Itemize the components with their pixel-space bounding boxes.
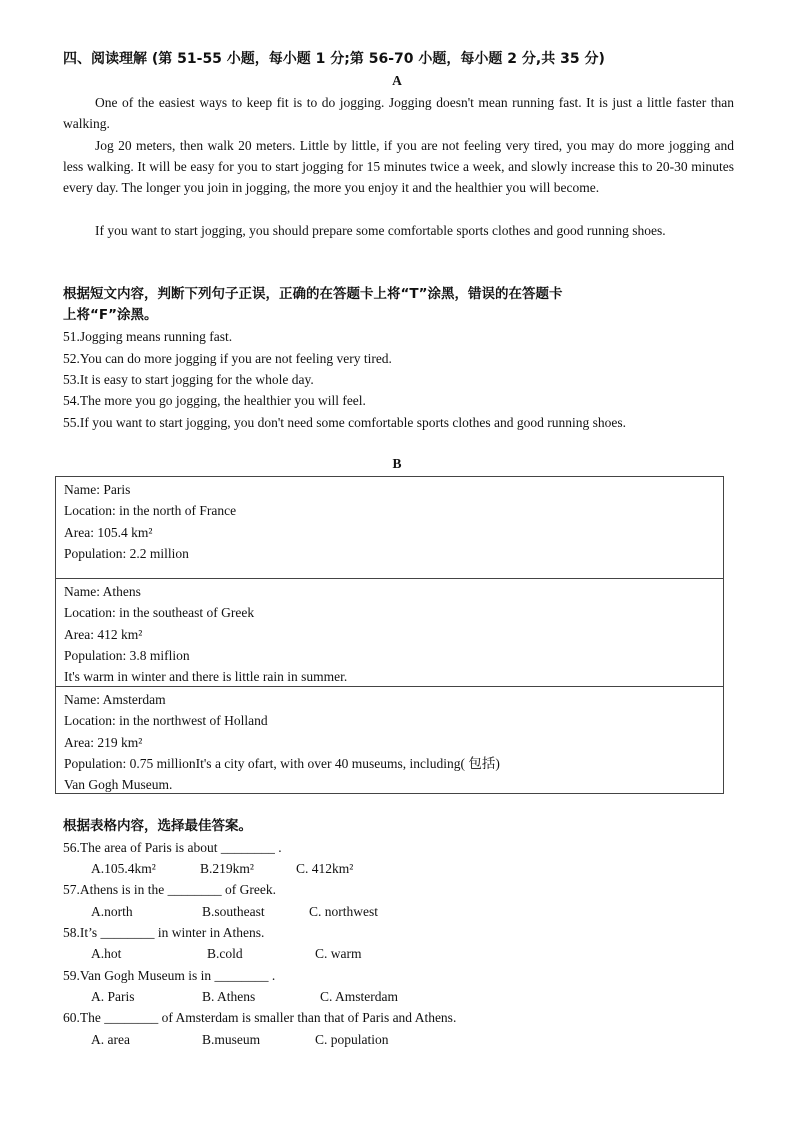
question-59-option-b: B. Athens — [202, 989, 256, 1004]
question-60-option-a: A. area — [91, 1032, 130, 1047]
passage-a-paragraph-3: If you want to start jogging, you should prepare some comfortable sports clothes and good running shoes. — [95, 223, 666, 238]
question-59: 59.Van Gogh Museum is in ________ . — [63, 968, 276, 983]
question-55: 55.If you want to start jogging, you don't need some comfortable sports clothes and good running shoes. — [63, 415, 626, 430]
passage-a-paragraph-1: One of the easiest ways to keep fit is to do jogging. Jogging doesn't mean running fast. It is just a little faster than walking. — [63, 95, 734, 131]
table-line: Area: 219 km² — [64, 734, 143, 750]
question-58: 58.It’s ________ in winter in Athens. — [63, 925, 265, 940]
question-59-option-c: C. Amsterdam — [320, 989, 398, 1004]
table-line: Population: 0.75 millionIt's a city ofart, with over 40 museums, including( 包括) — [64, 755, 500, 771]
question-58-option-b: B.cold — [207, 946, 243, 961]
question-58-option-c: C. warm — [315, 946, 362, 961]
city-cell-amsterdam — [56, 687, 723, 793]
section-title: 四、阅读理解 (第 51-55 小题，每小题 1 分;第 56-70 小题，每小题 2 分,共 35 分) — [63, 51, 605, 67]
passage-a-label: A — [392, 73, 402, 88]
table-line: Van Gogh Museum. — [64, 777, 173, 793]
table-line: Area: 105.4 km² — [64, 524, 153, 540]
question-56-option-c: C. 412km² — [296, 861, 354, 876]
question-51: 51.Jogging means running fast. — [63, 329, 233, 344]
city-cell-paris — [56, 477, 723, 579]
question-60-option-c: C. population — [315, 1032, 389, 1047]
table-line: Name: Paris — [64, 482, 131, 497]
city-cell-athens — [56, 579, 723, 687]
question-60: 60.The ________ of Amsterdam is smaller than that of Paris and Athens. — [63, 1010, 457, 1025]
question-56-option-b: B.219km² — [200, 861, 254, 876]
question-57-option-b: B.southeast — [202, 904, 265, 919]
question-53: 53.It is easy to start jogging for the whole day. — [63, 372, 314, 387]
city-info-table — [55, 476, 724, 794]
question-56: 56.The area of Paris is about ________ . — [63, 840, 282, 855]
question-58-option-a: A.hot — [91, 946, 122, 961]
question-54: 54.The more you go jogging, the healthier you will feel. — [63, 393, 366, 408]
table-line: Population: 2.2 million — [64, 545, 189, 561]
table-line: Location: in the north of France — [64, 503, 237, 519]
table-line: Name: Amsterdam — [64, 692, 166, 707]
question-60-option-b: B.museum — [202, 1032, 261, 1047]
question-57: 57.Athens is in the ________ of Greek. — [63, 882, 276, 897]
table-line: Area: 412 km² — [64, 626, 143, 642]
passage-b-label: B — [392, 456, 402, 471]
passage-a-instruction-line-1: 根据短文内容，判断下列句子正误，正确的在答题卡上将“T”涂黑，错误的在答题卡 — [63, 286, 563, 302]
question-56-option-a: A.105.4km² — [91, 861, 156, 876]
passage-b-instruction: 根据表格内容，选择最佳答案。 — [63, 818, 252, 834]
question-59-option-a: A. Paris — [91, 989, 135, 1004]
table-line: Location: in the southeast of Greek — [64, 605, 255, 621]
table-line: Location: in the northwest of Holland — [64, 713, 268, 729]
passage-a-instruction-line-2: 上将“F”涂黑。 — [63, 307, 158, 323]
question-52: 52.You can do more jogging if you are not feeling very tired. — [63, 351, 392, 366]
question-57-option-c: C. northwest — [309, 904, 378, 919]
question-57-option-a: A.north — [91, 904, 133, 919]
table-line: It's warm in winter and there is little rain in summer. — [64, 669, 348, 685]
passage-a-paragraph-2: Jog 20 meters, then walk 20 meters. Little by little, if you are not feeling very tired, you may do more jogging and less walking. It will be easy for you to start jogging for 15 minutes twice a week, and slowly increase this to 20-30 minutes every day. The longer you join in jogging, the more you enjoy it and the healthier you will become. — [63, 138, 734, 195]
table-line: Population: 3.8 miflion — [64, 647, 190, 663]
table-line: Name: Athens — [64, 584, 141, 599]
